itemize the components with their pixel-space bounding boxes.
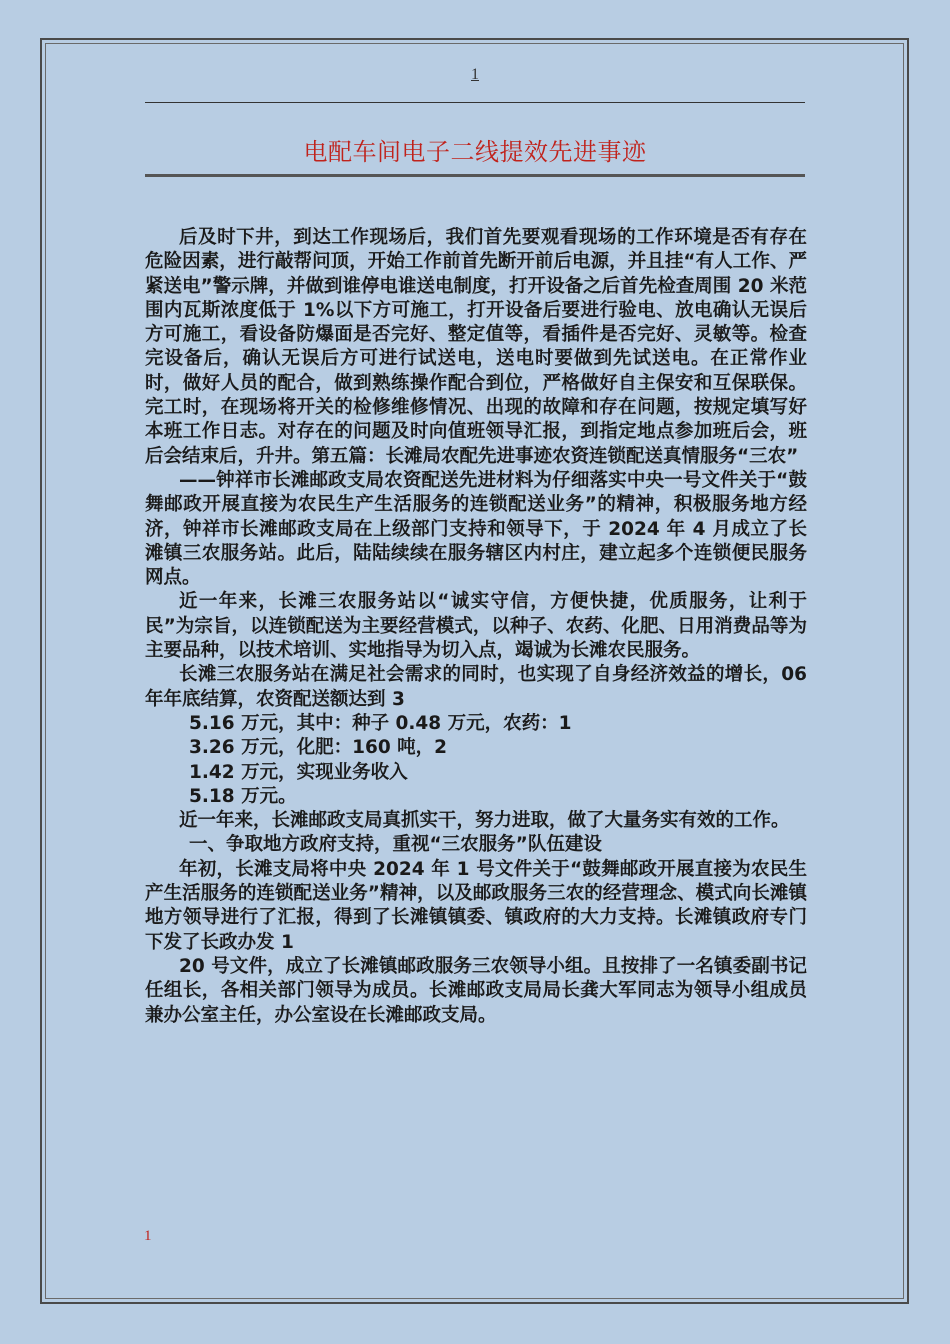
paragraph: ——钟祥市长滩邮政支局农资配送先进材料为仔细落实中央一号文件关于“鼓舞邮政开展直接为农民生产生活服务的连锁配送业务”的精神，积极服务地方经济，钟祥市长滩邮政支局在上级部门支持和领导下，于 2024 年 4 月成立了长滩镇三农服务站。此后，陆陆续续在服务辖区内村庄，建立起多个连锁便民服务网点。	[145, 469, 807, 589]
section-heading: 一、争取地方政府支持，重视“三农服务”队伍建设	[189, 834, 602, 856]
header-divider	[145, 102, 805, 103]
paragraph: 近一年来，长滩邮政支局真抓实干，努力进取，做了大量务实有效的工作。	[179, 810, 790, 832]
title-divider	[145, 174, 805, 177]
paragraph: 20 号文件，成立了长滩镇邮政服务三农领导小组。且按排了一名镇委副书记任组长，各相关部门领导为成员。长滩邮政支局局长龚大军同志为领导小组成员兼办公室主任，办公室设在长滩邮政支局。	[145, 955, 807, 1026]
document-body	[145, 226, 807, 1028]
paragraph: 5.16 万元，其中：种子 0.48 万元，农药：1	[189, 712, 572, 734]
paragraph: 5.18 万元。	[189, 785, 297, 807]
paragraph: 年初，长滩支局将中央 2024 年 1 号文件关于“鼓舞邮政开展直接为农民生产生活服务的连锁配送业务”精神，以及邮政服务三农的经营理念、模式向长滩镇地方领导进行了汇报，得到了长滩镇镇委、镇政府的大力支持。长滩镇政府专门下发了长政办发 1	[145, 858, 807, 953]
footer-page-number: 1	[144, 1228, 152, 1244]
paragraph: 3.26 万元，化肥：160 吨，2	[189, 737, 448, 759]
header-page-number: 1	[471, 66, 479, 83]
paragraph: 长滩三农服务站在满足社会需求的同时，也实现了自身经济效益的增长，06 年年底结算，农资配送额达到 3	[145, 664, 807, 710]
paragraph: 后及时下井，到达工作现场后，我们首先要观看现场的工作环境是否有存在危险因素，进行敲帮问顶，开始工作前首先断开前后电源，并且挂“有人工作、严紧送电”警示牌，并做到谁停电谁送电制度，打开设备之后首先检查周围 20 米范围内瓦斯浓度低于 1%以下方可施工，打开设备后要进行验电、放电确认无误后方可施工，看设备防爆面是否完好、整定值等，看插件是否完好、灵敏等。检查完设备后，确认无误后方可进行试送电，送电时要做到先试送电。在正常作业时，做好人员的配合，做到熟练操作配合到位，严格做好自主保安和互保联保。 完工时，在现场将开关的检修维修情况、出现的故障和存在问题，按规定填写好本班工作日志。对存在的问题及时向值班领导汇报，到指定地点参加班后会，班后会结束后，升井。第五篇：长滩局农配先进事迹农资连锁配送真情服务“三农”	[145, 227, 807, 467]
paragraph: 近一年来，长滩三农服务站以“诚实守信，方便快捷，优质服务，让利于民”为宗旨，以连锁配送为主要经营模式，以种子、农药、化肥、日用消费品等为主要品种，以技术培训、实地指导为切入点，竭诚为长滩农民服务。	[145, 591, 807, 662]
document-title: 电配车间电子二线提效先进事迹	[303, 138, 647, 166]
paragraph: 1.42 万元，实现业务收入	[189, 761, 408, 783]
